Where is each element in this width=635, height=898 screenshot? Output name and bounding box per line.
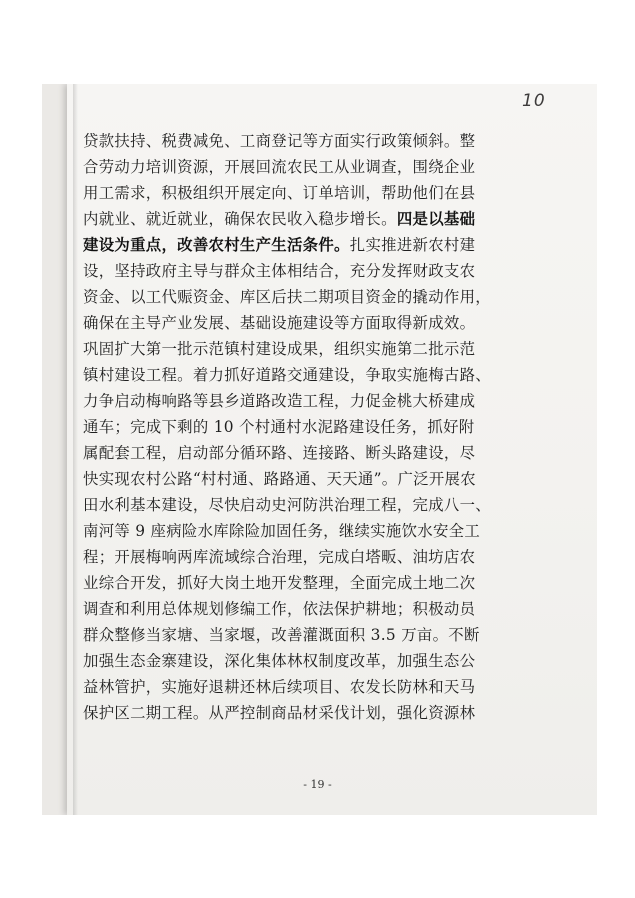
text-line	[83, 466, 515, 492]
text-segment: 快实现农村公路“村村通、路路通、天天通”。广泛开展农	[83, 470, 476, 488]
text-line	[83, 206, 515, 232]
text-line	[83, 570, 515, 596]
bold-heading-text: 建设为重点，改善农村生产生活条件。	[83, 236, 350, 254]
text-segment: 保护区二期工程。从严控制商品材采伐计划，强化资源林	[83, 704, 476, 722]
text-line	[83, 258, 515, 284]
text-line	[83, 440, 515, 466]
text-line	[83, 154, 515, 180]
text-segment: 合劳动力培训资源，开展回流农民工从业调查，围绕企业	[83, 158, 476, 176]
handwritten-note: 10	[522, 91, 546, 111]
text-segment: 田水利基本建设，尽快启动史河防洪治理工程，完成八一、	[83, 496, 491, 514]
text-line	[83, 700, 515, 726]
text-line	[83, 128, 515, 154]
text-segment: 贷款扶持、税费减免、工商登记等方面实行政策倾斜。整	[83, 132, 476, 150]
text-segment: 益林管护，实施好退耕还林后续项目、农发长防林和天马	[83, 678, 476, 696]
text-line	[83, 674, 515, 700]
text-segment: 程；开展梅响两库流域综合治理，完成白塔畈、油坊店农	[83, 548, 476, 566]
text-line	[83, 232, 515, 258]
text-line	[83, 518, 515, 544]
text-line	[83, 544, 515, 570]
text-line	[83, 180, 515, 206]
text-segment: 群众整修当家塘、当家堰，改善灌溉面积 3.5 万亩。不断	[83, 626, 480, 644]
text-segment: 资金、以工代赈资金、库区后扶二期项目资金的撬动作用，	[83, 288, 491, 306]
text-segment: 巩固扩大第一批示范镇村建设成果，组织实施第二批示范	[83, 340, 476, 358]
text-line	[83, 596, 515, 622]
text-segment: 扎实推进新农村建	[349, 236, 476, 254]
text-line	[83, 336, 515, 362]
text-segment: 加强生态金寨建设，深化集体林权制度改革，加强生态公	[83, 652, 476, 670]
text-segment: 力争启动梅响路等县乡道路改造工程，力促金桃大桥建成	[83, 392, 476, 410]
text-line	[83, 284, 515, 310]
text-segment: 设，坚持政府主导与群众主体相结合，充分发挥财政支农	[83, 262, 476, 280]
page-number: - 19 -	[303, 778, 332, 791]
text-segment: 调查和利用总体规划修编工作，依法保护耕地；积极动员	[83, 600, 476, 618]
text-segment: 用工需求，积极组织开展定向、订单培训，帮助他们在县	[83, 184, 476, 202]
text-line	[83, 362, 515, 388]
text-segment: 业综合开发，抓好大岗土地开发整理，全面完成土地二次	[83, 574, 476, 592]
body-text	[83, 128, 515, 726]
text-line	[83, 622, 515, 648]
text-segment: 属配套工程，启动部分循环路、连接路、断头路建设，尽	[83, 444, 476, 462]
text-line	[83, 492, 515, 518]
bold-heading-text: 四是以基础	[396, 210, 476, 228]
text-line	[83, 648, 515, 674]
text-segment: 镇村建设工程。着力抓好道路交通建设，争取实施梅古路、	[83, 366, 491, 384]
page-edge-shadow	[73, 84, 78, 815]
text-line	[83, 310, 515, 336]
text-line	[83, 414, 515, 440]
text-segment: 通车；完成下剩的 10 个村通村水泥路建设任务，抓好附	[83, 418, 475, 436]
text-segment: 确保在主导产业发展、基础设施建设等方面取得新成效。	[83, 314, 476, 332]
text-line	[83, 388, 515, 414]
text-segment: 内就业、就近就业，确保农民收入稳步增长。	[83, 210, 397, 228]
text-segment: 南河等 9 座病险水库除险加固任务，继续实施饮水安全工	[83, 522, 481, 540]
